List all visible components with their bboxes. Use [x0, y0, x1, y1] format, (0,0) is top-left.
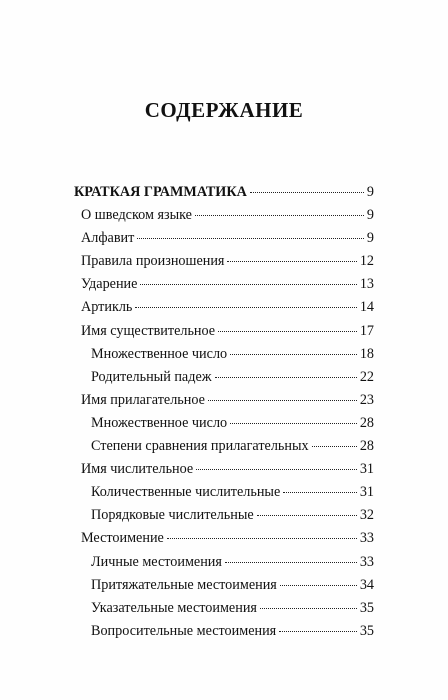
toc-entry-title: КРАТКАЯ ГРАММАТИКА: [74, 184, 247, 200]
dot-leader: [250, 192, 364, 193]
toc-entry-title: Порядковые числительные: [91, 507, 254, 524]
dot-leader: [135, 307, 356, 308]
toc-entry-page-number: 31: [359, 484, 374, 501]
toc-entry: [74, 231, 374, 254]
dot-leader: [230, 354, 357, 355]
toc-entry-page-number: 35: [359, 622, 374, 639]
dot-leader: [279, 631, 357, 632]
toc-entry-title: Артикль: [81, 299, 133, 316]
toc-entry-page-number: 14: [359, 299, 374, 316]
dot-leader: [230, 423, 357, 424]
dot-leader: [140, 284, 356, 285]
toc-entry-title: Имя числительное: [81, 461, 194, 478]
dot-leader: [260, 608, 357, 609]
toc-entry-title: Количественные числительные: [91, 484, 281, 501]
toc-entry-title: О шведском языке: [81, 207, 192, 224]
toc-entry-page-number: 33: [359, 553, 374, 570]
dot-leader: [196, 469, 357, 470]
toc-entry-page-number: 34: [359, 576, 374, 593]
toc-entry-page-number: 9: [366, 184, 374, 200]
toc-entry-title: Притяжательные местоимения: [91, 576, 277, 593]
toc-entry: [74, 485, 374, 508]
toc-entry-page-number: 12: [359, 253, 374, 270]
dot-leader: [257, 515, 357, 516]
toc-entry-title: Множественное число: [91, 414, 228, 431]
dot-leader: [283, 492, 357, 493]
dot-leader: [312, 446, 357, 447]
toc-entry-title: Правила произношения: [81, 253, 225, 270]
toc-entry: [74, 300, 374, 323]
toc-entry: [74, 185, 374, 208]
dot-leader: [280, 585, 357, 586]
toc-entry-title: Вопросительные местоимения: [91, 622, 277, 639]
toc-entry-title: Имя существительное: [81, 322, 216, 339]
toc-entry-page-number: 32: [359, 507, 374, 524]
dot-leader: [208, 400, 357, 401]
table-of-contents: [74, 185, 374, 647]
toc-entry-title: Личные местоимения: [91, 553, 222, 570]
toc-entry: [74, 578, 374, 601]
dot-leader: [227, 261, 356, 262]
toc-entry-title: Степени сравнения прилагательных: [91, 438, 309, 455]
toc-entry: [74, 439, 374, 462]
toc-entry-page-number: 9: [366, 207, 374, 224]
toc-entry-page-number: 22: [359, 368, 374, 385]
toc-entry-page-number: 35: [359, 599, 374, 616]
dot-leader: [225, 562, 357, 563]
toc-entry: [74, 624, 374, 647]
toc-entry-title: Множественное число: [91, 345, 228, 362]
dot-leader: [218, 331, 357, 332]
toc-entry: [74, 416, 374, 439]
dot-leader: [215, 377, 357, 378]
toc-entry: [74, 393, 374, 416]
toc-entry-title: Имя прилагательное: [81, 391, 205, 408]
toc-entry-title: Указательные местоимения: [91, 599, 257, 616]
toc-entry-title: Местоимение: [81, 530, 164, 547]
toc-entry: [74, 254, 374, 277]
toc-entry: [74, 208, 374, 231]
toc-entry: [74, 347, 374, 370]
toc-entry-page-number: 13: [359, 276, 374, 293]
page-title: СОДЕРЖАНИЕ: [144, 98, 304, 122]
toc-entry: [74, 555, 374, 578]
toc-entry: [74, 370, 374, 393]
toc-entry: [74, 531, 374, 554]
toc-entry: [74, 324, 374, 347]
toc-entry-page-number: 31: [359, 461, 374, 478]
toc-entry-page-number: 9: [366, 230, 374, 247]
toc-entry-page-number: 17: [359, 322, 374, 339]
toc-entry: [74, 601, 374, 624]
toc-entry-page-number: 18: [359, 345, 374, 362]
toc-entry-page-number: 33: [359, 530, 374, 547]
toc-entry-title: Ударение: [81, 276, 138, 293]
dot-leader: [167, 538, 357, 539]
toc-entry: [74, 508, 374, 531]
dot-leader: [137, 238, 364, 239]
toc-entry-page-number: 28: [359, 414, 374, 431]
toc-entry-page-number: 23: [359, 391, 374, 408]
toc-entry: [74, 277, 374, 300]
toc-entry-title: Родительный падеж: [91, 368, 212, 385]
dot-leader: [195, 215, 364, 216]
toc-entry-page-number: 28: [359, 438, 374, 455]
toc-entry: [74, 462, 374, 485]
toc-entry-title: Алфавит: [81, 230, 135, 247]
